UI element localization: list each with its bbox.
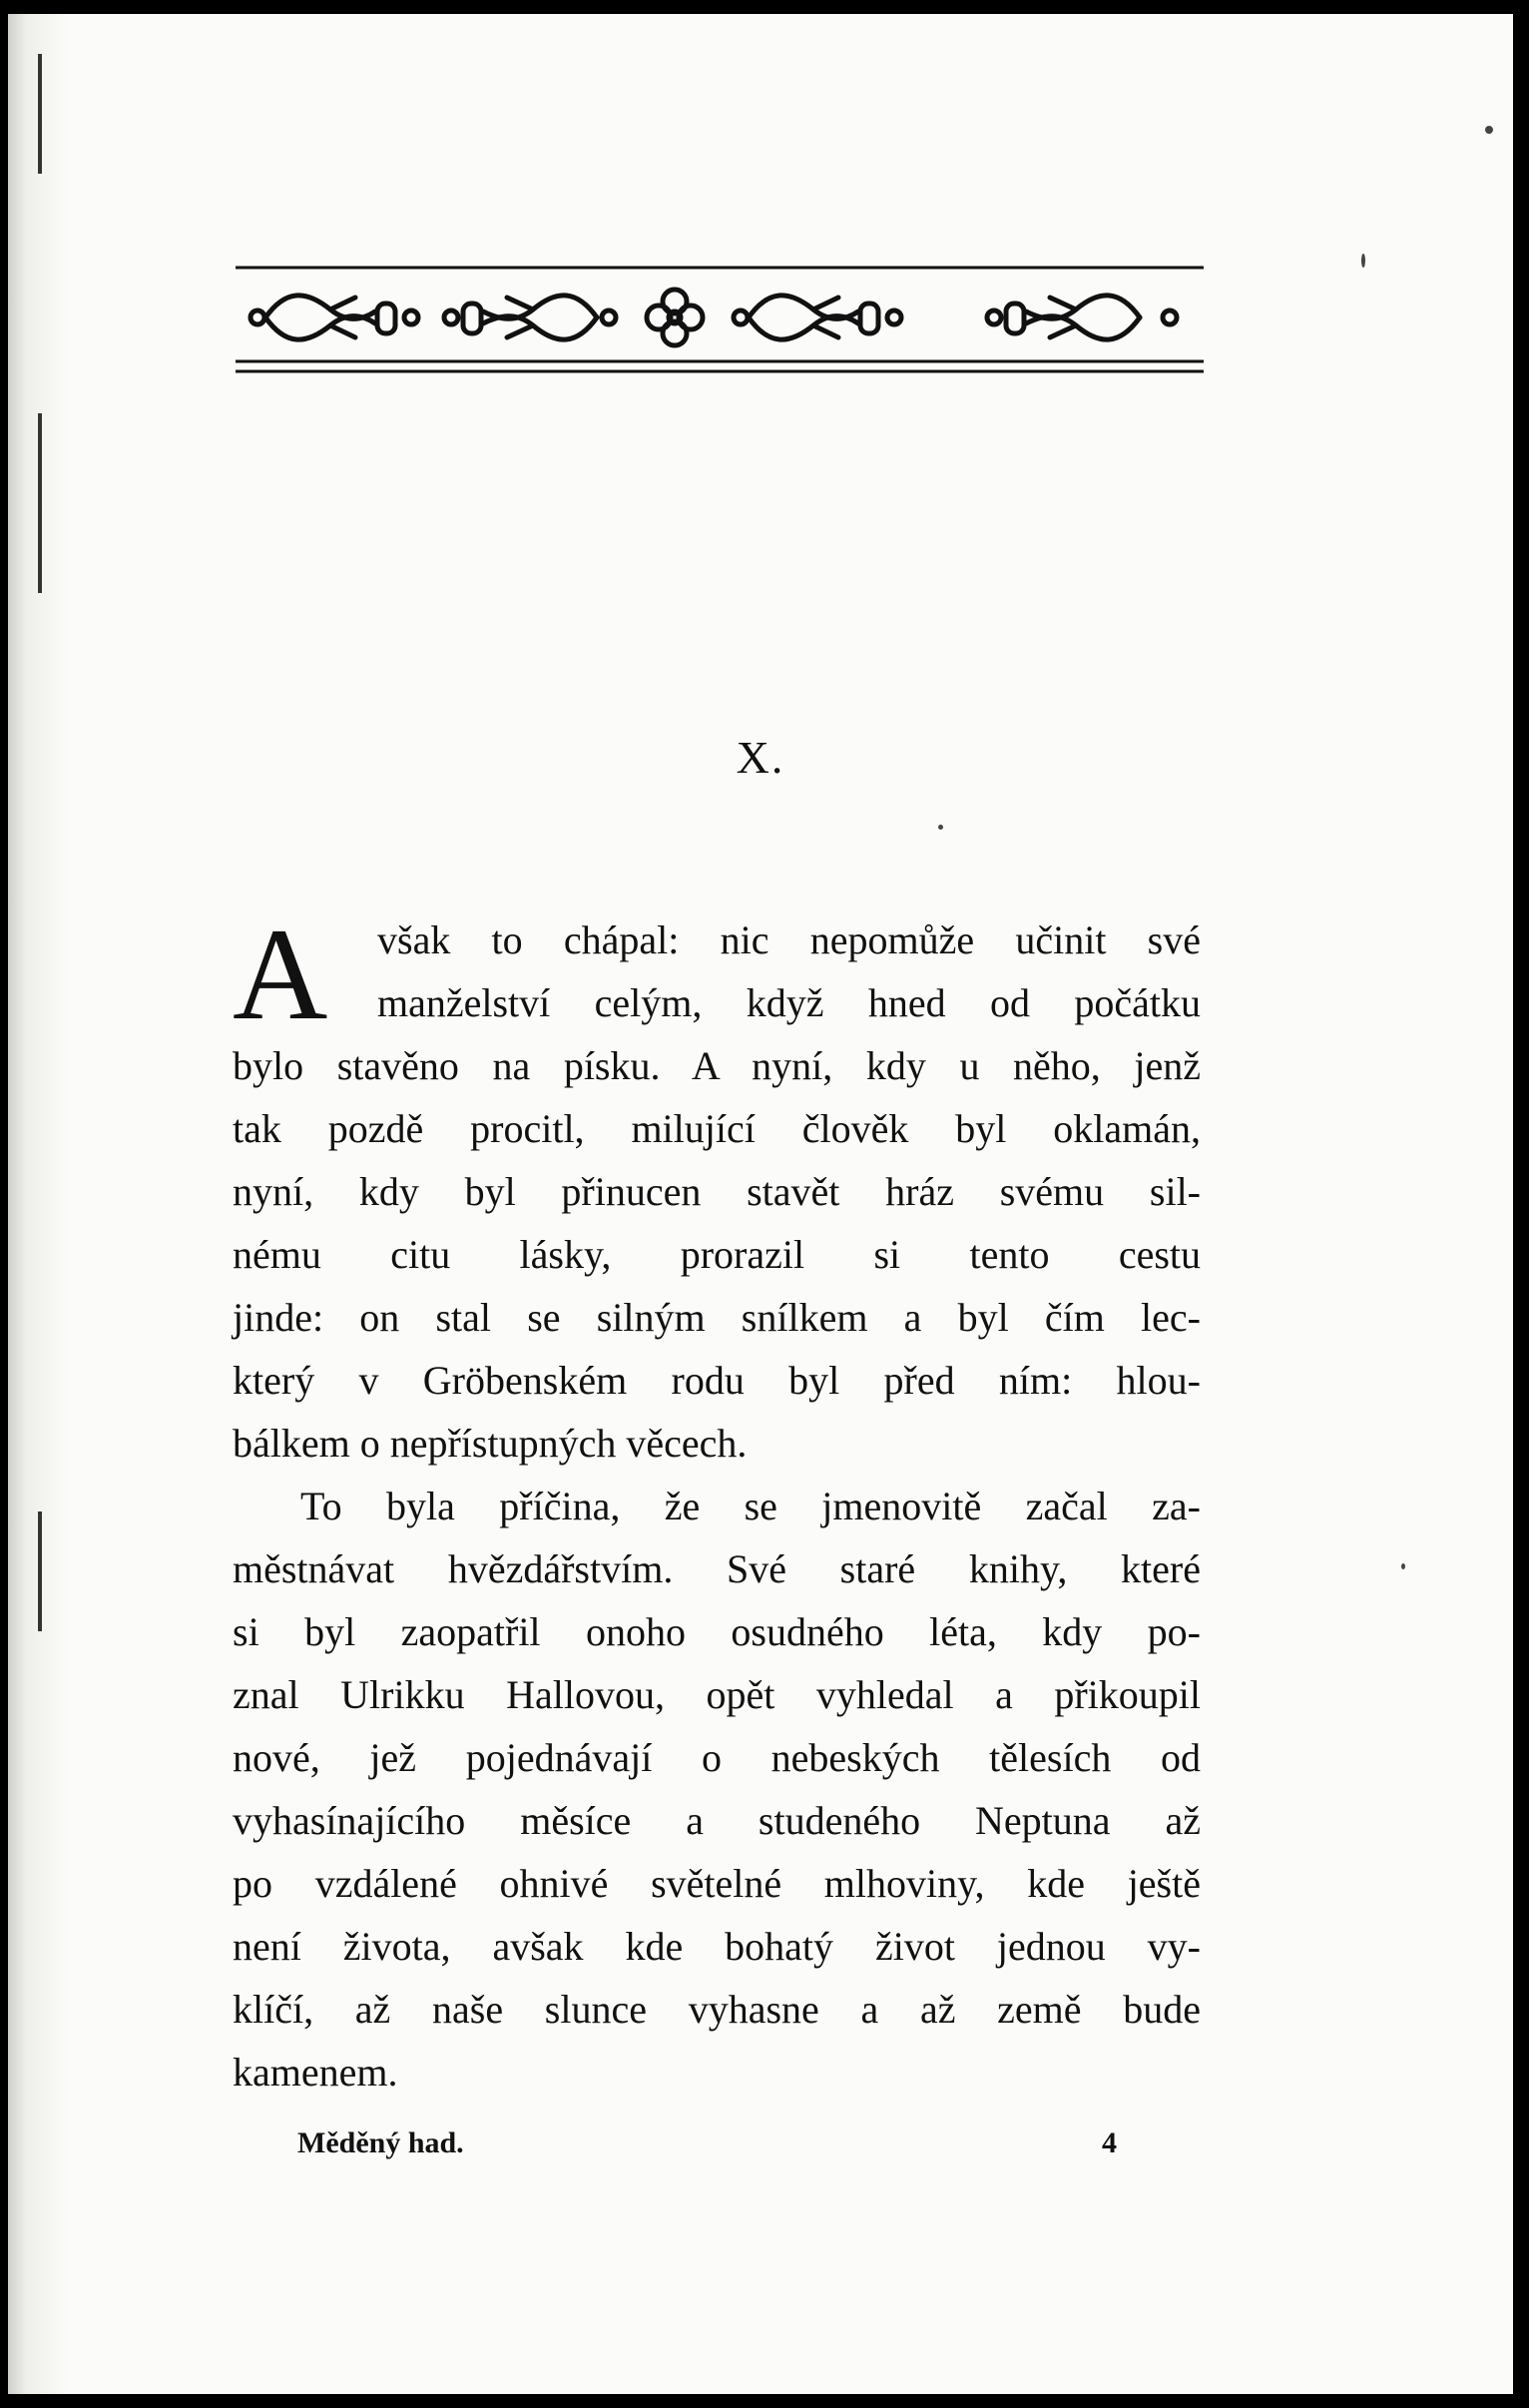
text-line: však to chápal: nic nepomůže učinit své	[377, 917, 1201, 962]
text-line: kamenem.	[233, 2050, 398, 2095]
text-line: si byl zaopatřil onoho osudného léta, kdy po-	[233, 1609, 1201, 1654]
page-gutter-shadow	[8, 14, 68, 2394]
text-line: nyní, kdy byl přinucen stavět hráz svému sil-	[233, 1169, 1201, 1214]
body-text	[233, 901, 1201, 2104]
footer-signature-mark: 4	[1102, 2126, 1117, 2159]
book-page	[8, 14, 1513, 2394]
text-line: znal Ulrikku Hallovou, opět vyhledal a přikoupil	[233, 1672, 1201, 1717]
chapter-heading: X.	[736, 732, 785, 783]
text-line: nové, jež pojednávají o nebeských tělesích od	[233, 1735, 1201, 1780]
text-line: manželství celým, když hned od počátku	[377, 980, 1201, 1025]
text-line: To byla příčina, že se jmenovitě začal za-	[300, 1484, 1201, 1528]
footer-book-title: Měděný had.	[297, 2126, 464, 2159]
text-line: bylo stavěno na písku. A nyní, kdy u něho, jenž	[233, 1043, 1201, 1088]
text-line: bálkem o nepřístupných věcech.	[233, 1421, 748, 1466]
scan-speck	[1361, 254, 1365, 268]
gutter-mark	[38, 1511, 42, 1631]
text-line: jinde: on stal se silným snílkem a byl čím lec-	[233, 1295, 1201, 1340]
text-line: který v Gröbenském rodu byl před ním: hlou-	[233, 1358, 1201, 1403]
text-line: nému citu lásky, prorazil si tento cestu	[233, 1232, 1201, 1277]
drop-cap: A	[233, 901, 328, 1047]
scan-speck	[1485, 126, 1493, 134]
text-line: městnávat hvězdářstvím. Své staré knihy, které	[233, 1546, 1201, 1591]
scan-speck	[938, 825, 943, 830]
text-line: po vzdálené ohnivé světelné mlhoviny, kde ještě	[233, 1861, 1201, 1906]
scan-speck	[1401, 1563, 1405, 1569]
floral-headpiece-icon	[236, 250, 1204, 379]
text-line: není života, avšak kde bohatý život jednou vy-	[233, 1924, 1201, 1969]
gutter-mark	[38, 413, 42, 593]
headpiece-ornament	[236, 250, 1204, 379]
text-line: klíčí, až naše slunce vyhasne a až země bude	[233, 1987, 1201, 2032]
text-line: tak pozdě procitl, milující člověk byl oklamán,	[233, 1106, 1201, 1151]
gutter-mark	[38, 54, 42, 174]
text-line: vyhasínajícího měsíce a studeného Neptuna až	[233, 1798, 1201, 1843]
